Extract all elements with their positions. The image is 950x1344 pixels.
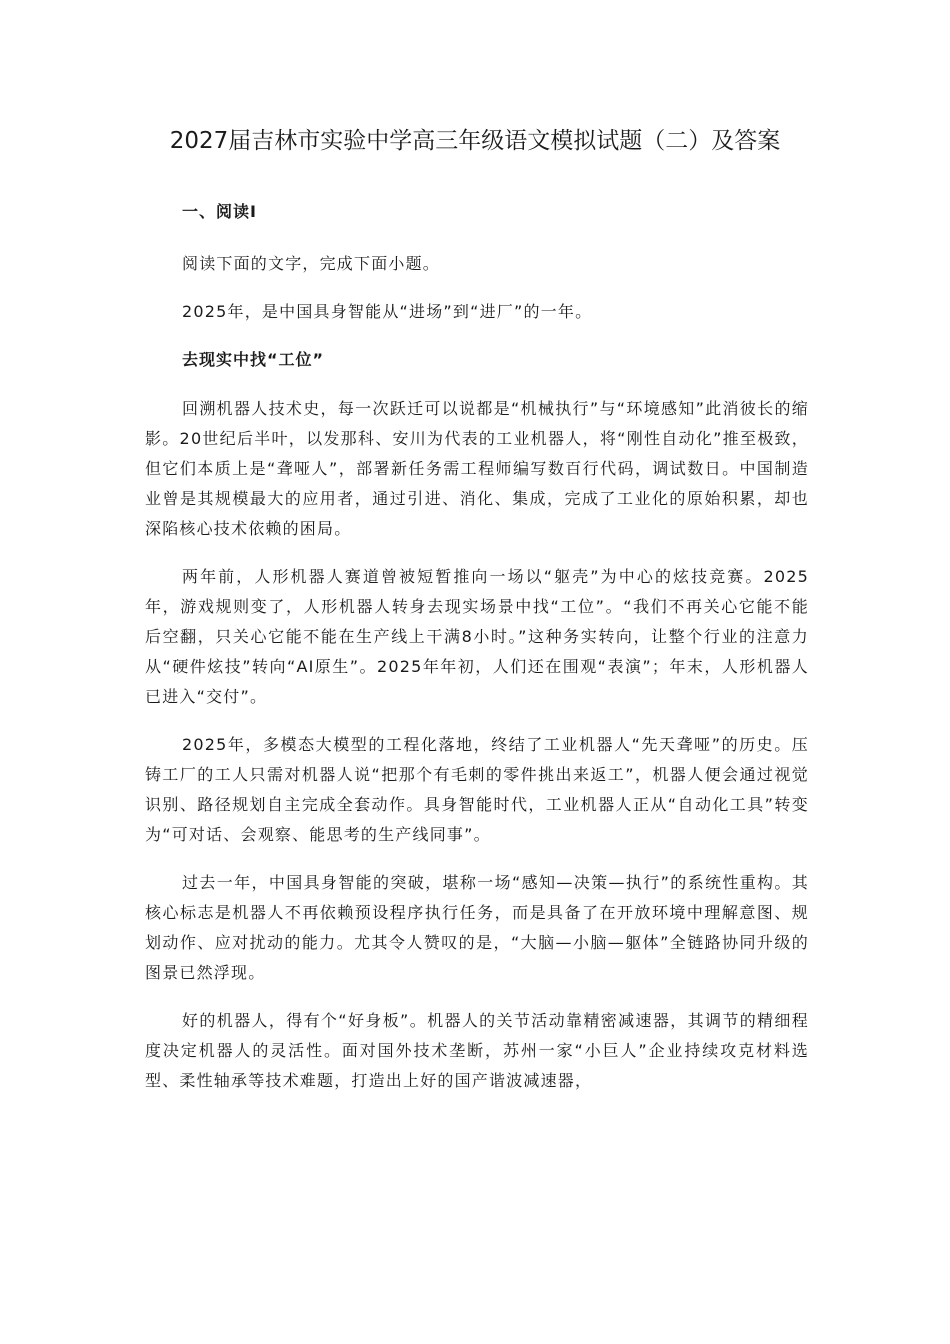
document-title: 2027届吉林市实验中学高三年级语文模拟试题（二）及答案 bbox=[169, 128, 781, 154]
section-heading: 一、阅读I bbox=[182, 202, 257, 221]
document-body bbox=[145, 198, 809, 1096]
paragraph: 两年前，人形机器人赛道曾被短暂推向一场以“躯壳”为中心的炫技竞赛。2025年，游戏规则变了，人形机器人转身去现实场景中找“工位”。“我们不再关心它能不能后空翻，只关心它能不能在生产线上干满8小时。”这种务实转向，让整个行业的注意力从“硬件炫技”转向“AI原生”。2025年年初，人们还在围观“表演”；年末，人形机器人已进入“交付”。 bbox=[145, 567, 809, 706]
paragraph: 好的机器人，得有个“好身板”。机器人的关节活动靠精密减速器，其调节的精细程度决定机器人的灵活性。面对国外技术垄断，苏州一家“小巨人”企业持续攻克材料选型、柔性轴承等技术难题，打造出上好的国产谐波减速器， bbox=[145, 1011, 809, 1090]
article-subheading: 去现实中找“工位” bbox=[182, 350, 325, 369]
reading-instruction: 阅读下面的文字，完成下面小题。 bbox=[182, 254, 441, 273]
lead-sentence: 2025年，是中国具身智能从“进场”到“进厂”的一年。 bbox=[182, 302, 593, 321]
paragraph: 过去一年，中国具身智能的突破，堪称一场“感知—决策—执行”的系统性重构。其核心标志是机器人不再依赖预设程序执行任务，而是具备了在开放环境中理解意图、规划动作、应对扰动的能力。尤其令人赞叹的是，“大脑—小脑—躯体”全链路协同升级的图景已然浮现。 bbox=[145, 873, 809, 982]
paragraph: 回溯机器人技术史，每一次跃迁可以说都是“机械执行”与“环境感知”此消彼长的缩影。20世纪后半叶，以发那科、安川为代表的工业机器人，将“刚性自动化”推至极致，但它们本质上是“聋哑人”，部署新任务需工程师编写数百行代码，调试数日。中国制造业曾是其规模最大的应用者，通过引进、消化、集成，完成了工业化的原始积累，却也深陷核心技术依赖的困局。 bbox=[145, 399, 809, 538]
paragraph: 2025年，多模态大模型的工程化落地，终结了工业机器人“先天聋哑”的历史。压铸工厂的工人只需对机器人说“把那个有毛刺的零件挑出来返工”，机器人便会通过视觉识别、路径规划自主完成全套动作。具身智能时代，工业机器人正从“自动化工具”转变为“可对话、会观察、能思考的生产线同事”。 bbox=[145, 735, 809, 844]
